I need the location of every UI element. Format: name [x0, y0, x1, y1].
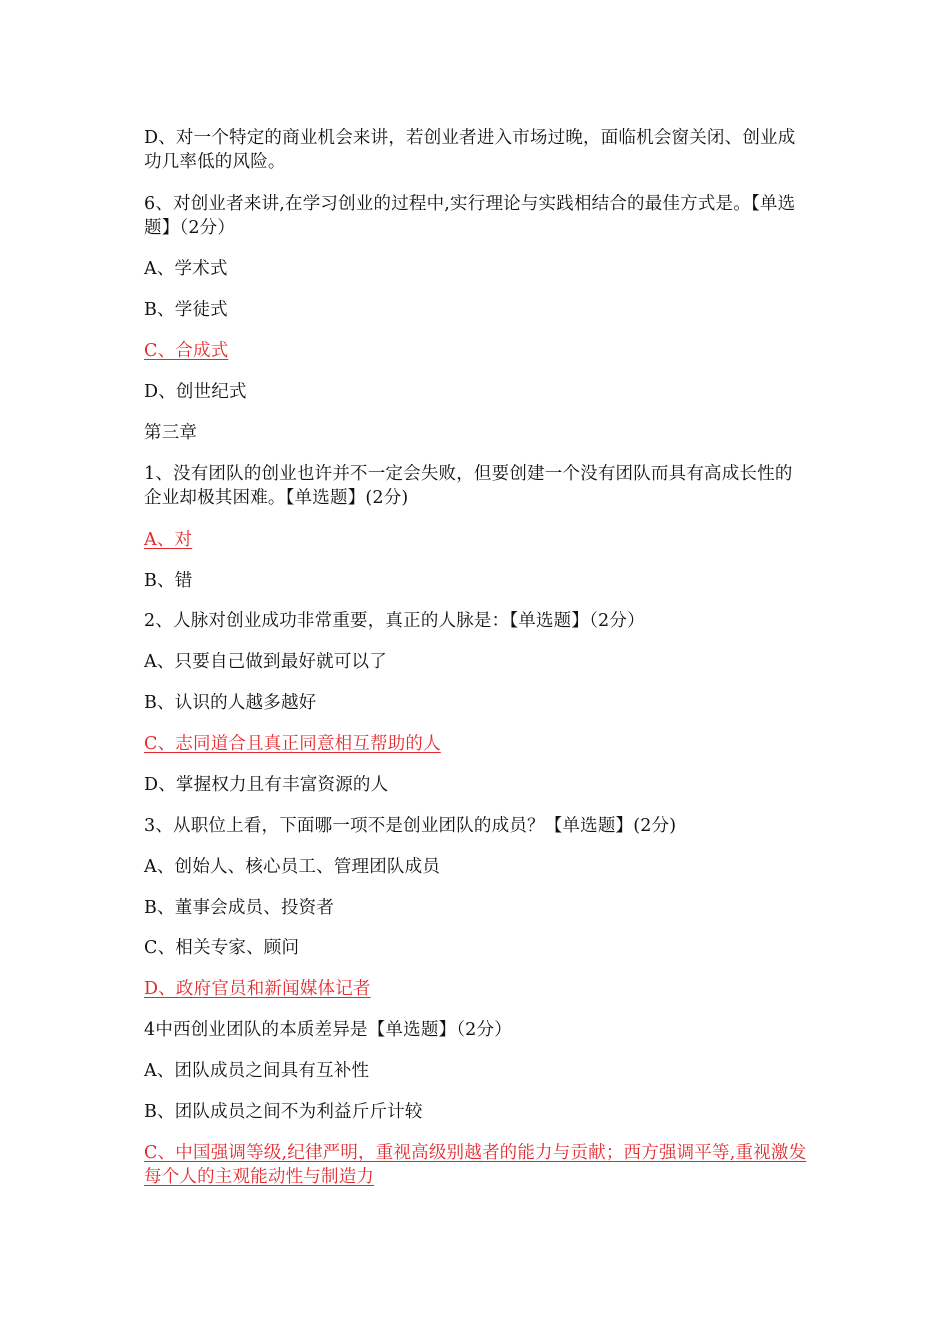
chapter-heading: 第三章: [144, 423, 198, 443]
ch3-q4-option-c-answer: C、中国强调等级,纪律严明，重视高级别越者的能力与贡献；西方强调平等,重视激发每个人的主观能动性与制造力: [144, 1143, 807, 1187]
q6-option-b: B、学徒式: [144, 300, 228, 320]
ch3-question-3-text: 3、从职位上看，下面哪一项不是创业团队的成员？【单选题】(2分): [144, 816, 677, 836]
ch3-question-4-text: 4中西创业团队的本质差异是【单选题】（2分）: [144, 1020, 512, 1040]
question-6-text: 6、对创业者来讲,在学习创业的过程中,实行理论与实践相结合的最佳方式是。【单选题】（2分）: [144, 194, 796, 238]
q6-option-d: D、创世纪式: [144, 382, 247, 402]
ch3-q1-option-a-answer: A、对: [144, 530, 193, 550]
ch3-question-1-text: 1、没有团队的创业也许并不一定会失败，但要创建一个没有团队而具有高成长性的企业却极其困难。【单选题】(2分): [144, 464, 793, 508]
ch3-q3-option-c: C、相关专家、顾问: [144, 938, 300, 958]
ch3-q2-option-b: B、认识的人越多越好: [144, 693, 317, 713]
ch3-q2-option-a: A、只要自己做到最好就可以了: [144, 652, 387, 672]
ch3-q1-option-b: B、错: [144, 571, 193, 591]
q6-option-a: A、学术式: [144, 259, 228, 279]
ch3-q3-option-b: B、董事会成员、投资者: [144, 898, 335, 918]
ch3-q2-option-c-answer: C、志同道合且真正同意相互帮助的人: [144, 734, 441, 754]
q6-option-c-answer: C、合成式: [144, 341, 229, 361]
ch3-q3-option-a: A、创始人、核心员工、管理团队成员: [144, 857, 441, 877]
ch3-q4-option-b: B、团队成员之间不为利益斤斤计较: [144, 1102, 423, 1122]
ch3-q2-option-d: D、掌握权力且有丰富资源的人: [144, 775, 389, 795]
option-d-text: D、对一个特定的商业机会来讲，若创业者进入市场过晚，面临机会窗关闭、创业成功几率低的风险。: [144, 128, 796, 172]
ch3-q4-option-a: A、团队成员之间具有互补性: [144, 1061, 370, 1081]
ch3-question-2-text: 2、人脉对创业成功非常重要，真正的人脉是：【单选题】（2分）: [144, 611, 645, 631]
ch3-q3-option-d-answer: D、政府官员和新闻媒体记者: [144, 979, 371, 999]
